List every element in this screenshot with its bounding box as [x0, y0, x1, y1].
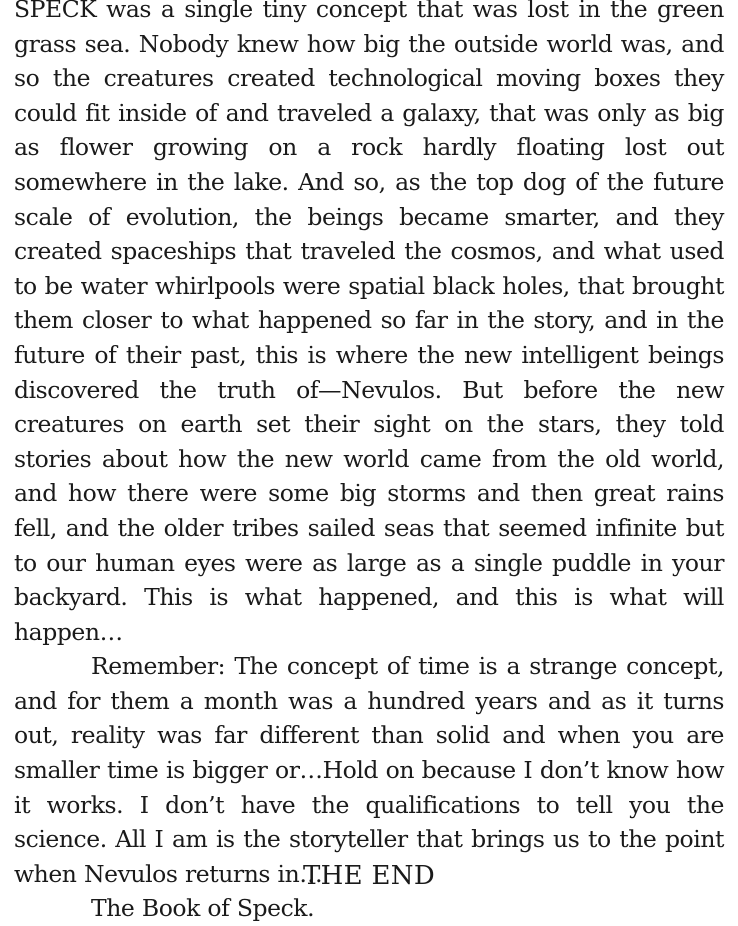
- book-signature: The Book of Speck.: [91, 894, 315, 923]
- document-body: [14, 0, 724, 926]
- the-end-heading: THE END: [303, 861, 435, 891]
- paragraph-remember: Remember: The concept of time is a strange concept, and for them a month was a hundred years and as it turns out, reality was far different than solid and when you are smaller time is bigger or…Hold on because I don’t know how it works. I don’t have the qualifications to tell you the science. All I am is the storyteller that brings us to the point when Nevulos returns in…: [14, 652, 724, 888]
- paragraph-speck-story: SPECK was a single tiny concept that was lost in the green grass sea. Nobody knew how big the outside world was, and so the creatures created technological moving boxes they could fit inside of and traveled a galaxy, that was only as big as flower growing on a rock hardly floating lost out somewhere in the lake. And so, as the top dog of the future scale of evolution, the beings became smarter, and they created spaceships that traveled the cosmos, and what used to be water whirlpools were spatial black holes, that brought them closer to what happened so far in the story, and in the future of their past, this is where the new intelligent beings discovered the truth of—Nevulos. But before the new creatures on earth set their sight on the stars, they told stories about how the new world came from the old world, and how there were some big storms and then great rains fell, and the older tribes sailed seas that seemed infinite but to our human eyes were as large as a single puddle in your backyard. This is what happened, and this is what will happen…: [14, 0, 724, 646]
